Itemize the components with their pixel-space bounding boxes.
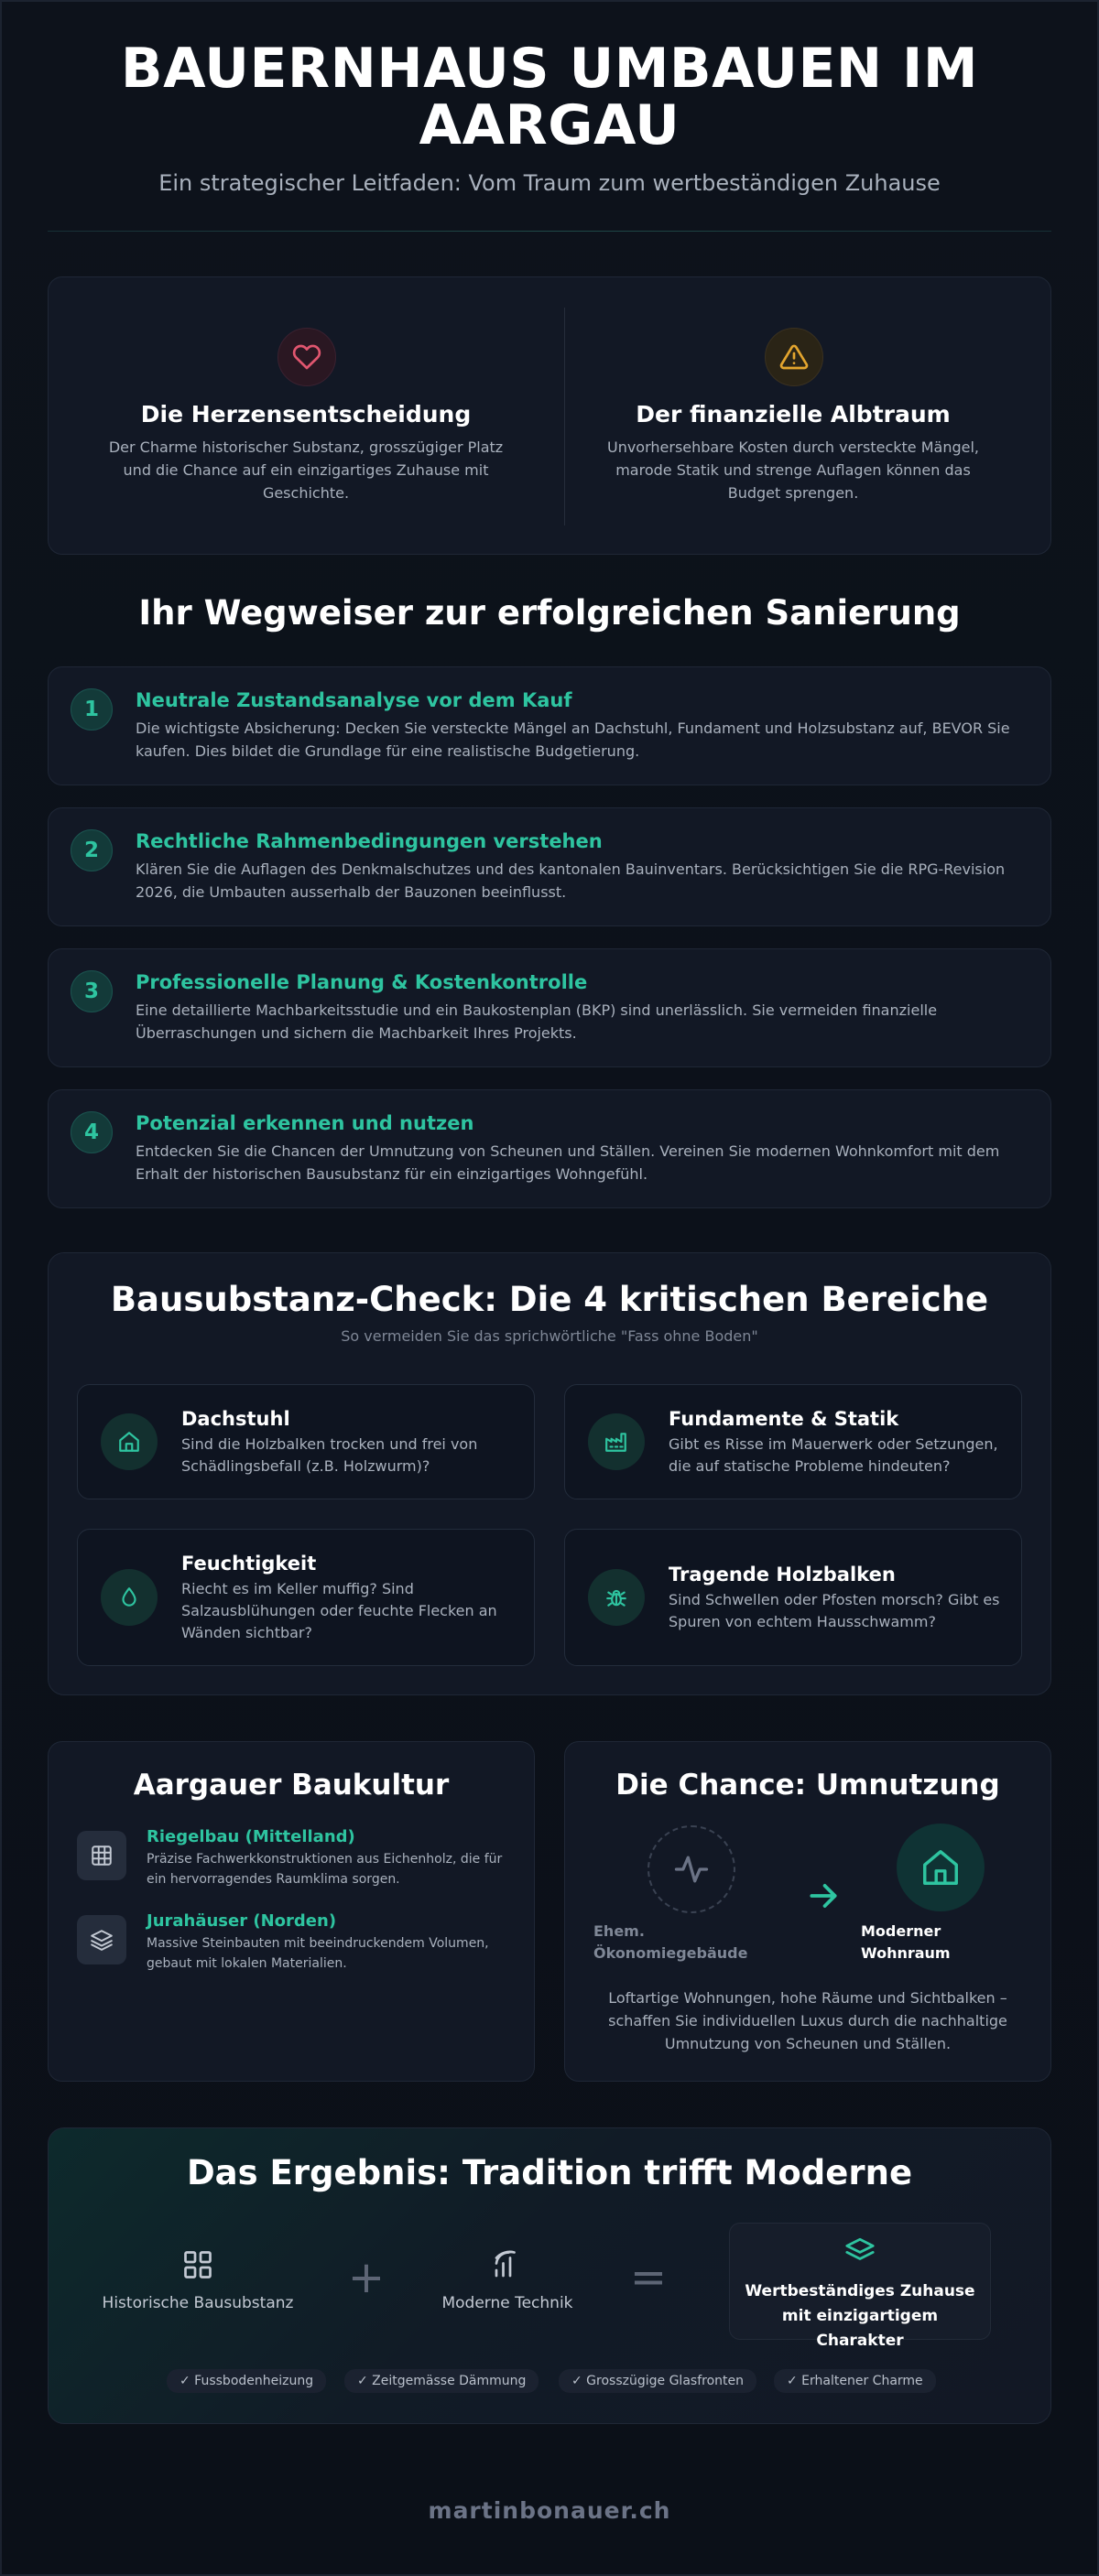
baukultur-item-title: Riegelbau (Mittelland) (147, 1827, 355, 1846)
step-number: 3 (71, 970, 113, 1012)
heart-icon (277, 328, 336, 386)
baukultur-item-text: Massive Steinbauten mit beeindruckendem Volumen, gebaut mit lokalen Materialien. (147, 1936, 489, 1971)
check-item-text: Gibt es Risse im Mauerwerk oder Setzungen, die auf statische Probleme hindeuten? (669, 1435, 998, 1475)
droplet-icon (101, 1569, 158, 1626)
check-subtitle: So vermeiden Sie das sprichwörtliche "Fass ohne Boden" (341, 1327, 758, 1345)
activity-icon (647, 1825, 735, 1913)
intro-right-title: Der finanzielle Albtraum (636, 401, 951, 428)
equals-sign: = (629, 2252, 668, 2303)
check-item-title: Tragende Holzbalken (669, 1564, 896, 1586)
feature-chip: ✓ Erhaltener Charme (774, 2369, 936, 2393)
intro-right-text: Unvorhersehbare Kosten durch versteckte Mängel, marode Statik und strenge Auflagen können das Budget sprengen. (606, 438, 979, 502)
step-number: 1 (71, 688, 113, 731)
step-title: Professionelle Planung & Kostenkontrolle (136, 971, 588, 993)
check-item-text: Riecht es im Keller muffig? Sind Salzausblühungen oder feuchte Flecken an Wänden sichtbar? (181, 1580, 497, 1641)
feature-chip: ✓ Grosszügige Glasfronten (559, 2369, 756, 2393)
check-item-title: Fundamente & Statik (669, 1408, 899, 1430)
wifi-icon (491, 2248, 524, 2285)
step-text: Die wichtigste Absicherung: Decken Sie versteckte Mängel an Dachstuhl, Fundament und Holzsubstanz auf, BEVOR Sie kaufen. Dies bildet die Grundlage für eine realistische Budgetierung. (136, 720, 1010, 760)
page-subtitle: Ein strategischer Leitfaden: Vom Traum zum wertbeständigen Zuhause (158, 170, 941, 196)
page-title: BAUERNHAUS UMBAUEN IM AARGAU (120, 37, 979, 157)
chance-text: Loftartige Wohnungen, hohe Räume und Sichtbalken – schaffen Sie individuellen Luxus durch die nachhaltige Umnutzung von Scheunen und Ställen. (608, 1989, 1007, 2052)
step-text: Klären Sie die Auflagen des Denkmalschutzes und des kantonalen Bauinventars. Berücksichtigen Sie die RPG-Revision 2026, die Umbauten ausserhalb der Bauzonen beeinflusst. (136, 860, 1006, 901)
feature-chip: ✓ Zeitgemässe Dämmung (344, 2369, 539, 2393)
baukultur-item-title: Jurahäuser (Norden) (147, 1911, 337, 1931)
result-a-label: Historische Bausubstanz (102, 2294, 294, 2312)
footer-brand[interactable]: martinbonauer.ch (428, 2497, 671, 2524)
step-text: Entdecken Sie die Chancen der Umnutzung von Scheunen und Ställen. Vereinen Sie modernen Wohnkomfort mit dem Erhalt der historischen Bausubstanz für ein einzigartiges Wohngefühl. (136, 1142, 1000, 1183)
home-icon (897, 1824, 985, 1911)
step-number: 4 (71, 1111, 113, 1153)
result-b-label: Moderne Technik (441, 2294, 573, 2312)
layers-icon (77, 1915, 126, 1964)
plus-sign: + (347, 2252, 386, 2303)
baukultur-title: Aargauer Baukultur (133, 1769, 450, 1802)
step-title: Potenzial erkennen und nutzen (136, 1112, 474, 1134)
grid-icon (77, 1831, 126, 1880)
check-item-text: Sind die Holzbalken trocken und frei von Schädlingsbefall (z.B. Holzwurm)? (181, 1435, 478, 1475)
factory-icon (588, 1413, 645, 1470)
check-title: Bausubstanz-Check: Die 4 kritischen Bereiche (110, 1280, 989, 1319)
chance-to-label: Moderner Wohnraum (861, 1922, 951, 1962)
chance-title: Die Chance: Umnutzung (615, 1769, 1000, 1802)
result-title: Das Ergebnis: Tradition trifft Moderne (186, 2153, 913, 2192)
layers-icon (844, 2235, 876, 2270)
bug-icon (588, 1569, 645, 1626)
step-text: Eine detaillierte Machbarkeitsstudie und ein Baukostenplan (BKP) sind unerlässlich. Sie vermeiden finanzielle Überraschungen und sichern die Machbarkeit Ihres Projekts. (136, 1001, 938, 1042)
check-item-text: Sind Schwellen oder Pfosten morsch? Gibt es Spuren von echtem Hausschwamm? (669, 1591, 1000, 1630)
header-divider (48, 231, 1051, 232)
guide-title: Ihr Wegweiser zur erfolgreichen Sanierung (138, 593, 961, 633)
house-icon (101, 1413, 158, 1470)
chance-from-label: Ehem. Ökonomiegebäude (593, 1922, 748, 1962)
feature-chip: ✓ Fussbodenheizung (167, 2369, 326, 2393)
step-number: 2 (71, 829, 113, 871)
intro-left-title: Die Herzensentscheidung (140, 401, 472, 428)
step-title: Rechtliche Rahmenbedingungen verstehen (136, 830, 603, 852)
result-outcome-text: Wertbeständiges Zuhause mit einzigartigem Charakter (745, 2282, 975, 2350)
check-item-title: Feuchtigkeit (181, 1553, 317, 1575)
warning-icon (765, 328, 823, 386)
arrow-right-icon (806, 1878, 841, 1917)
step-title: Neutrale Zustandsanalyse vor dem Kauf (136, 689, 572, 711)
intro-left-text: Der Charme historischer Substanz, grosszügiger Platz und die Chance auf ein einzigartiges Zuhause mit Geschichte. (108, 438, 504, 502)
grid-squares-icon (181, 2248, 214, 2285)
baukultur-item-text: Präzise Fachwerkkonstruktionen aus Eichenholz, die für ein hervorragendes Raumklima sorgen. (147, 1852, 503, 1887)
check-item-title: Dachstuhl (181, 1408, 290, 1430)
